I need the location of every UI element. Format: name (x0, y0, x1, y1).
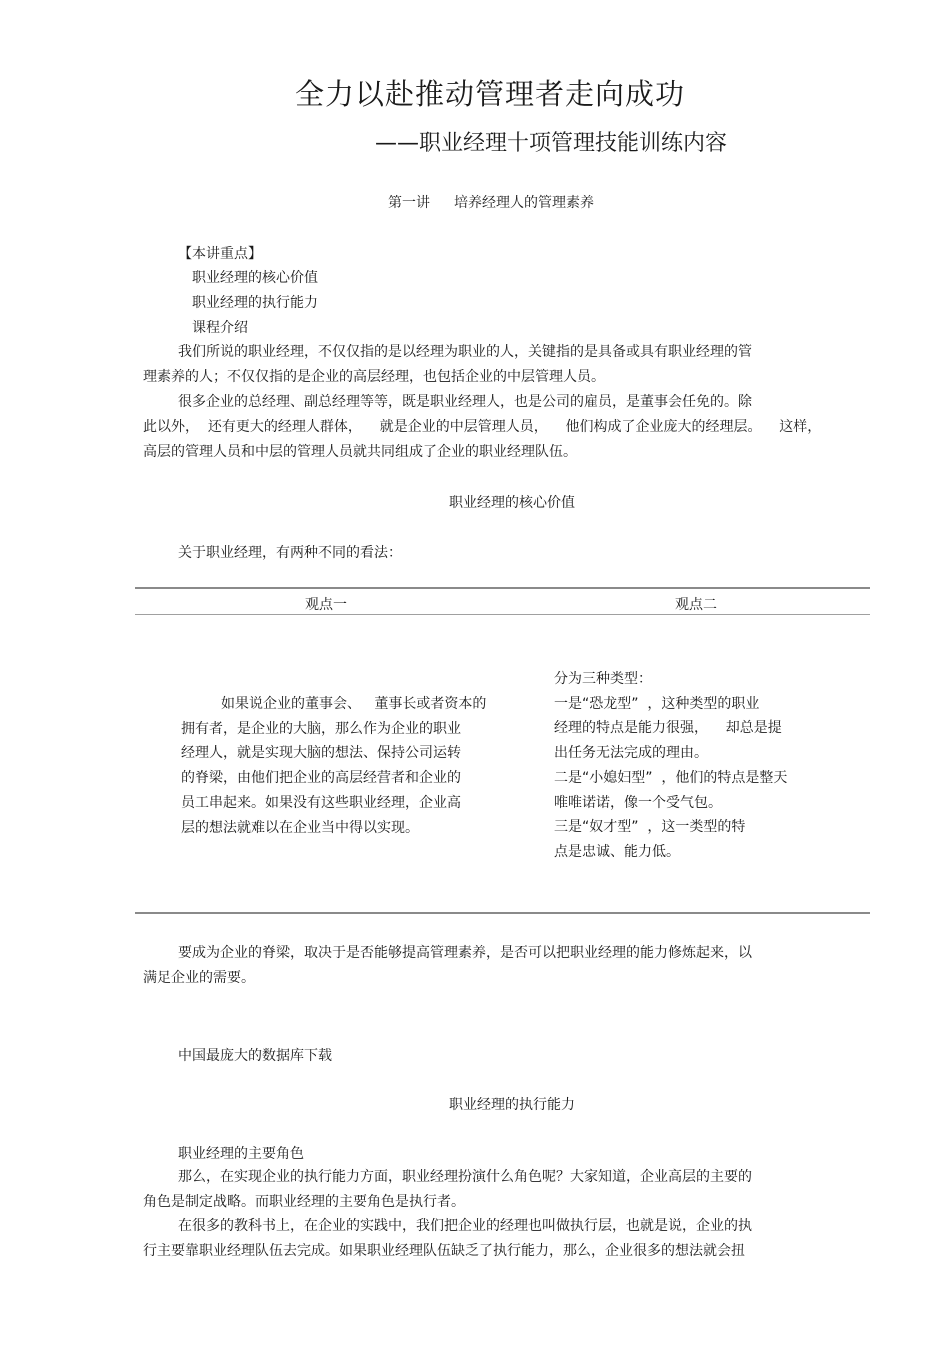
text-line: 我们所说的职业经理，不仅仅指的是以经理为职业的人，关键指的是具备或具有职业经理的管 (178, 344, 752, 360)
table-header-rule (135, 614, 870, 615)
text-line: 点是忠诚、能力低。 (554, 843, 680, 860)
key-points-label: 【本讲重点】 (178, 246, 262, 262)
section-heading: 职业经理的执行能力 (449, 1097, 575, 1113)
text-line: 层的想法就难以在企业当中得以实现。 (181, 819, 419, 836)
text-line: 三是“奴才型” ，这一类型的特 (554, 819, 746, 836)
text-line: 经理人，就是实现大脑的想法、保持公司运转 (181, 745, 461, 762)
text-line: 员工串起来。如果没有这些职业经理，企业高 (181, 794, 461, 811)
text-line: 理素养的人；不仅仅指的是企业的高层经理，也包括企业的中层管理人员。 (143, 369, 605, 385)
intro-paragraph (143, 340, 793, 390)
text-line: 那么，在实现企业的执行能力方面，职业经理扮演什么角色呢？大家知道，企业高层的主要的 (178, 1169, 752, 1185)
lecture-number: 第一讲 (388, 195, 430, 211)
section-paragraph (143, 1165, 793, 1215)
viewpoint-2-cell (554, 667, 787, 865)
text-line: 一是“恐龙型” ，这种类型的职业 (554, 695, 760, 712)
text-line: 出任务无法完成的理由。 (554, 745, 708, 762)
table-header-viewpoint-2: 观点二 (675, 597, 717, 613)
section-lead: 关于职业经理，有两种不同的看法： (178, 545, 402, 561)
key-point-item: 课程介绍 (192, 320, 248, 336)
text-line: 行主要靠职业经理队伍去完成。如果职业经理队伍缺乏了执行能力，那么，企业很多的想法就会扭 (143, 1243, 745, 1259)
section-heading: 职业经理的核心价值 (449, 495, 575, 511)
subsection-heading: 职业经理的主要角色 (178, 1146, 304, 1162)
text-line: 如果说企业的董事会、 董事长或者资本的 (221, 696, 487, 712)
lecture-heading (388, 192, 594, 212)
table-bottom-rule (135, 912, 870, 914)
document-title: 全力以赴推动管理者走向成功 (294, 77, 685, 111)
table-top-rule (135, 587, 870, 589)
text-line: 经理的特点是能力很强， 却总是提 (554, 720, 782, 737)
text-line: 很多企业的总经理、副总经理等等，既是职业经理人，也是公司的雇员，是董事会任免的。除 (178, 394, 752, 410)
key-point-item: 职业经理的执行能力 (192, 295, 318, 311)
text-line: 高层的管理人员和中层的管理人员就共同组成了企业的职业经理队伍。 (143, 444, 577, 460)
text-line: 唯唯诺诺，像一个受气包。 (554, 794, 722, 811)
table-header-viewpoint-1: 观点一 (305, 597, 347, 613)
intro-paragraph (143, 390, 863, 465)
document-subtitle: ——职业经理十项管理技能训练内容 (375, 131, 728, 156)
key-point-item: 职业经理的核心价值 (192, 270, 318, 286)
database-note: 中国最庞大的数据库下载 (178, 1048, 332, 1064)
text-line: 满足企业的需要。 (143, 970, 255, 986)
text-line: 角色是制定战略。而职业经理的主要角色是执行者。 (143, 1194, 465, 1210)
text-line: 二是“小媳妇型” ，他们的特点是整天 (554, 769, 788, 786)
section-paragraph (143, 941, 793, 991)
text-line: 在很多的教科书上，在企业的实践中，我们把企业的经理也叫做执行层，也就是说，企业的执 (178, 1218, 752, 1234)
text-line: 要成为企业的脊梁，取决于是否能够提高管理素养，是否可以把职业经理的能力修炼起来，以 (178, 945, 752, 961)
text-line: 分为三种类型： (554, 671, 652, 687)
text-line: 的脊梁，由他们把企业的高层经营者和企业的 (181, 770, 461, 787)
text-line: 拥有者，是企业的大脑，那么作为企业的职业 (181, 720, 461, 737)
viewpoint-1-cell (181, 692, 486, 840)
section-paragraph (143, 1214, 793, 1264)
text-line: 此以外， 还有更大的经理人群体， 就是企业的中层管理人员， 他们构成了企业庞大的经理层。 这样， (143, 419, 822, 435)
lecture-name: 培养经理人的管理素养 (454, 195, 594, 211)
